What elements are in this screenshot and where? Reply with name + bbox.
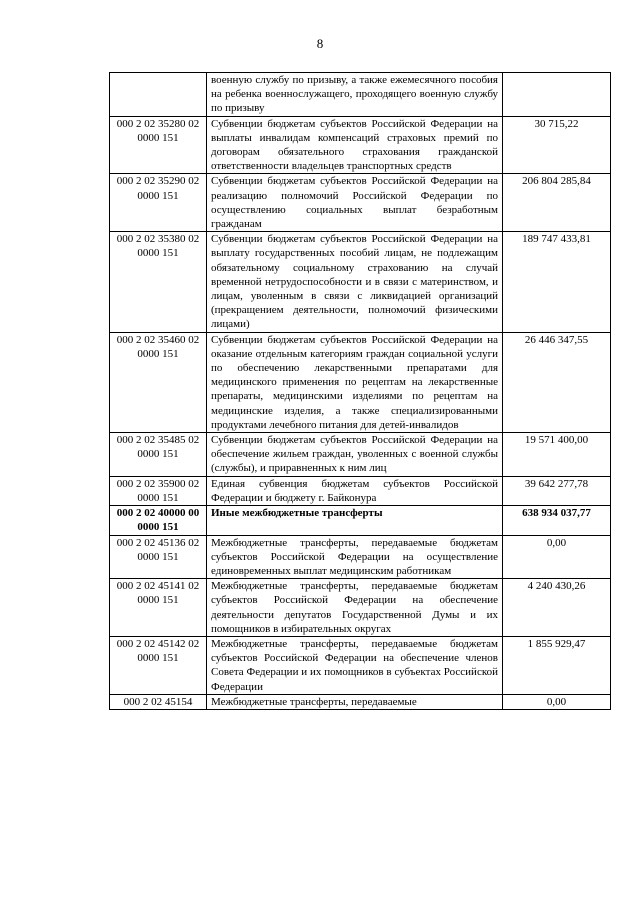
row-amount-cell: 30 715,22 [503, 116, 611, 174]
row-description-cell: Иные межбюджетные трансферты [207, 506, 503, 535]
row-code-cell: 000 2 02 45136 02 0000 151 [110, 535, 207, 579]
row-amount-cell: 189 747 433,81 [503, 232, 611, 332]
row-amount-cell [503, 73, 611, 117]
row-code-cell [110, 73, 207, 117]
row-description-cell: Межбюджетные трансферты, передаваемые бюджетам субъектов Российской Федерации на осуществление единовременных выплат медицинским работникам [207, 535, 503, 579]
row-code-cell: 000 2 02 35280 02 0000 151 [110, 116, 207, 174]
row-description-cell: Межбюджетные трансферты, передаваемые бюджетам субъектов Российской Федерации на обеспечение деятельности депутатов Государственной Думы и их помощников в избирательных округах [207, 579, 503, 637]
row-code-cell: 000 2 02 35900 02 0000 151 [110, 476, 207, 505]
row-description-cell: Субвенции бюджетам субъектов Российской Федерации на реализацию полномочий Российской Федерации по осуществлению социальных выплат безработным гражданам [207, 174, 503, 232]
table-row [110, 476, 611, 505]
row-amount-cell: 206 804 285,84 [503, 174, 611, 232]
table-row [110, 232, 611, 332]
row-amount-cell: 0,00 [503, 535, 611, 579]
table-row [110, 535, 611, 579]
row-description-cell: военную службу по призыву, а также ежемесячного пособия на ребенка военнослужащего, проходящего военную службу по призыву [207, 73, 503, 117]
table-row [110, 73, 611, 117]
row-code-cell: 000 2 02 35485 02 0000 151 [110, 433, 207, 477]
row-code-cell: 000 2 02 35460 02 0000 151 [110, 332, 207, 432]
table-row [110, 332, 611, 432]
row-amount-cell: 26 446 347,55 [503, 332, 611, 432]
row-description-cell: Субвенции бюджетам субъектов Российской Федерации на выплату государственных пособий лицам, не подлежащим обязательному социальному страхованию на случай временной нетрудоспособности и в связи с материнством, и лицам, уволенным в связи с ликвидацией организаций (прекращением деятельности, полномочий физическими лицами) [207, 232, 503, 332]
row-amount-cell: 4 240 430,26 [503, 579, 611, 637]
row-code-cell: 000 2 02 45141 02 0000 151 [110, 579, 207, 637]
budget-table [109, 72, 611, 710]
table-row [110, 506, 611, 535]
budget-table-body [110, 73, 611, 710]
table-row [110, 636, 611, 694]
row-amount-cell: 19 571 400,00 [503, 433, 611, 477]
row-code-cell: 000 2 02 45142 02 0000 151 [110, 636, 207, 694]
row-code-cell: 000 2 02 40000 00 0000 151 [110, 506, 207, 535]
row-amount-cell: 638 934 037,77 [503, 506, 611, 535]
row-description-cell: Межбюджетные трансферты, передаваемые бюджетам субъектов Российской Федерации на обеспечение членов Совета Федерации и их помощников в субъектах Российской Федерации [207, 636, 503, 694]
row-code-cell: 000 2 02 35290 02 0000 151 [110, 174, 207, 232]
row-description-cell: Субвенции бюджетам субъектов Российской Федерации на выплаты инвалидам компенсаций страховых премий по договорам обязательного страхования гражданской ответственности владельцев транспортных средств [207, 116, 503, 174]
row-description-cell: Субвенции бюджетам субъектов Российской Федерации на обеспечение жильем граждан, уволенных с военной службы (службы), и приравненных к ним лиц [207, 433, 503, 477]
row-description-cell: Единая субвенция бюджетам субъектов Российской Федерации и бюджету г. Байконура [207, 476, 503, 505]
table-row [110, 433, 611, 477]
row-code-cell: 000 2 02 35380 02 0000 151 [110, 232, 207, 332]
row-description-cell: Межбюджетные трансферты, передаваемые [207, 694, 503, 709]
row-amount-cell: 0,00 [503, 694, 611, 709]
row-amount-cell: 39 642 277,78 [503, 476, 611, 505]
table-row [110, 116, 611, 174]
row-description-cell: Субвенции бюджетам субъектов Российской Федерации на оказание отдельным категориям граждан социальной услуги по обеспечению лекарственными препаратами для медицинского применения по рецептам на лекарственные препараты, медицинскими изделиями по рецептам на медицинские изделия, а также специализированными продуктами лечебного питания для детей-инвалидов [207, 332, 503, 432]
table-row [110, 694, 611, 709]
row-amount-cell: 1 855 929,47 [503, 636, 611, 694]
table-row [110, 174, 611, 232]
table-row [110, 579, 611, 637]
page-number: 8 [316, 36, 324, 51]
row-code-cell: 000 2 02 45154 [110, 694, 207, 709]
